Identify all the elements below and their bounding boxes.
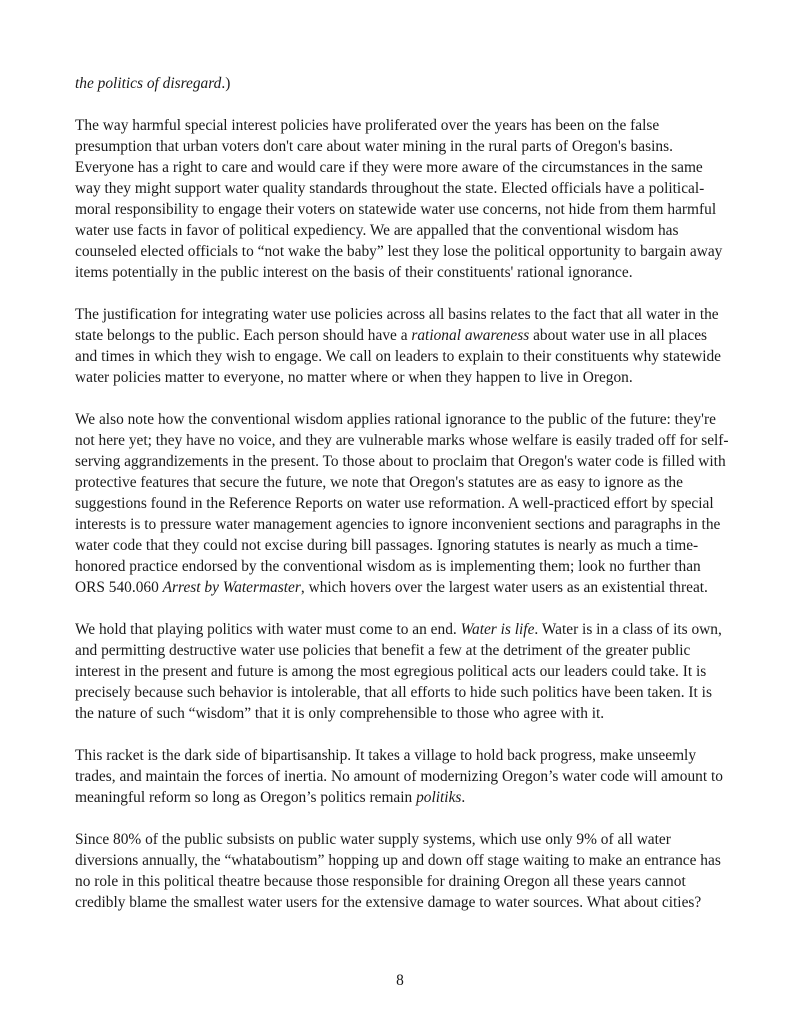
page-number: 8 bbox=[396, 972, 404, 989]
text-run: We also note how the conventional wisdom applies rational ignorance to the public of the future: they're not here yet; they have no voice, and they are vulnerable marks whose welfare is easily traded off for self-serving aggrandizements in the present. To those about to proclaim that Oregon's water code is filled with protective features that secure the future, we note that Oregon's statutes are as easy to ignore as the suggestions found in the Reference Reports on water use reformation. A well-practiced effort by special interests is to pressure water management agencies to ignore inconvenient sections and paragraphs in the water code that they could not excise during bill passages. Ignoring statutes is nearly as much a time-honored practice endorsed by the conventional wisdom as is implementing them; look no further than ORS 540.060 bbox=[75, 411, 729, 596]
fragment-tail: .) bbox=[221, 75, 231, 92]
italic-phrase: Water is life bbox=[460, 621, 535, 638]
paragraph-5 bbox=[75, 745, 731, 808]
italic-phrase: the politics of disregard bbox=[75, 75, 222, 92]
text-run: about water use in all places and times in which they wish to engage. We call on leaders to explain to their constituents why statewide water policies matter to everyone, no matter where or when they happen to live in Oregon. bbox=[75, 327, 722, 386]
text-run: We hold that playing politics with water must come to an end. bbox=[75, 621, 461, 638]
text-run: This racket is the dark side of bipartisanship. It takes a village to hold back progress, make unseemly trades, and maintain the forces of inertia. No amount of modernizing Oregon’s water code will amount to meaningful reform so long as Oregon’s politics remain bbox=[75, 747, 723, 806]
text-run: . bbox=[461, 789, 466, 806]
italic-phrase: politiks bbox=[416, 789, 462, 806]
document-page bbox=[75, 73, 731, 934]
italic-phrase: Arrest by Watermaster bbox=[162, 579, 301, 596]
paragraph-2 bbox=[75, 304, 731, 388]
paragraph-3 bbox=[75, 409, 731, 598]
text-run: , which hovers over the largest water users as an existential threat. bbox=[300, 579, 708, 596]
paragraph-fragment bbox=[75, 73, 731, 94]
text-run: The justification for integrating water use policies across all basins relates to the fact that all water in the state belongs to the public. Each person should have a bbox=[75, 306, 719, 344]
paragraph-4 bbox=[75, 619, 731, 724]
text-run: . Water is in a class of its own, and permitting destructive water use policies that benefit a few at the detriment of the greater public interest in the present and future is among the most egregious political acts our leaders could take. It is precisely because such behavior is intolerable, that all efforts to hide such politics have been taken. It is the nature of such “wisdom” that it is only comprehensible to those who agree with it. bbox=[75, 621, 722, 722]
italic-phrase: rational awareness bbox=[411, 327, 530, 344]
paragraph-6: Since 80% of the public subsists on public water supply systems, which use only 9% of all water diversions annually, the “whataboutism” hopping up and down off stage waiting to make an entrance has no role in this political theatre because those responsible for draining Oregon all these years cannot credibly blame the smallest water users for the extensive damage to water sources. What about cities? bbox=[75, 831, 721, 911]
paragraph-1: The way harmful special interest policies have proliferated over the years has been on the false presumption that urban voters don't care about water mining in the rural parts of Oregon's basins. Everyone has a right to care and would care if they were more aware of the circumstances in the same way they might support water quality standards throughout the state. Elected officials have a political-moral responsibility to engage their voters on statewide water use concerns, not hide from them harmful water use facts in favor of political expediency. We are appalled that the conventional wisdom has counseled elected officials to “not wake the baby” lest they lose the political opportunity to bargain away items potentially in the public interest on the basis of their constituents' rational ignorance. bbox=[75, 117, 723, 281]
